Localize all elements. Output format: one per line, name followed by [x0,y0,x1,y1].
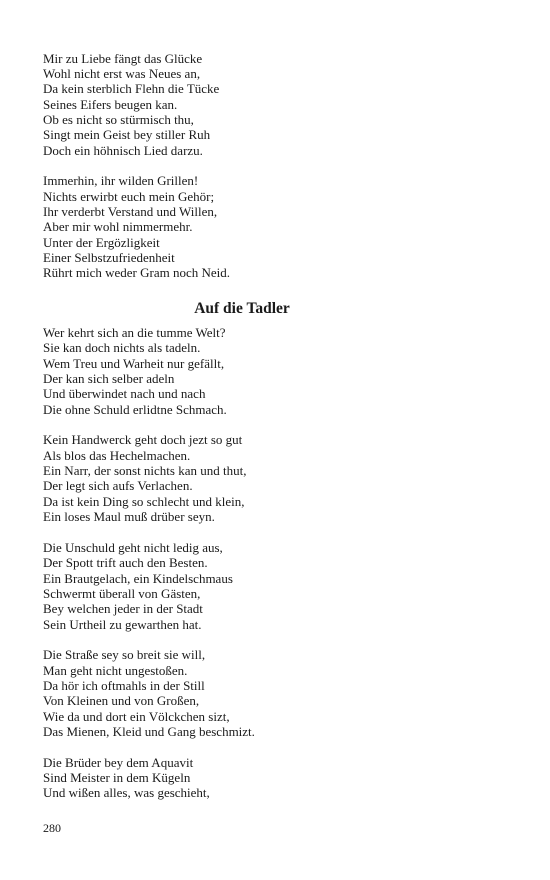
verse-line: Da hör ich oftmahls in der Still [43,677,205,693]
verse-line: Da ist kein Ding so schlecht und klein, [43,493,245,509]
verse-line: Wem Treu und Warheit nur gefällt, [43,355,225,371]
verse-line: Immerhin, ihr wilden Grillen! [43,173,199,189]
verse-line: Wie da und dort ein Völckchen sizt, [43,708,230,724]
verse-line: Als blos das Hechelmachen. [43,447,191,463]
verse-line: Schwermt überall von Gästen, [43,585,201,601]
verse-line: Ein Narr, der sonst nichts kan und thut, [43,463,247,479]
poem-body [43,325,513,801]
verse-line: Ihr verderbt Verstand und Willen, [43,203,218,219]
verse-line: Das Mienen, Kleid und Gang beschmizt. [43,723,255,739]
verse-line: Sind Meister in dem Kügeln [43,769,191,785]
verse-line: Unter der Ergözligkeit [43,234,160,250]
verse-line: Wohl nicht erst was Neues an, [43,65,201,81]
stanza-gap [43,524,513,539]
verse-line: Die Straße sey so breit sie will, [43,647,206,663]
verse-line: Der Spott trift auch den Besten. [43,555,208,571]
verse-line: Die Unschuld geht nicht ledig aus, [43,539,223,555]
verse-line: Mir zu Liebe fängt das Glücke [43,50,203,66]
verse-line: Sie kan doch nichts als tadeln. [43,340,201,356]
previous-poem-continuation [43,51,513,281]
verse-line: Die Brüder bey dem Aquavit [43,754,194,770]
stanza [43,432,513,524]
verse-line: Man geht nicht ungestoßen. [43,662,188,678]
verse-line: Nichts erwirbt euch mein Gehör; [43,188,215,204]
stanza [43,647,513,739]
verse-line: Ob es nicht so stürmisch thu, [43,111,194,127]
stanza [43,755,513,801]
verse-line: Und wißen alles, was geschieht, [43,785,210,801]
verse-line: Seines Eifers beugen kan. [43,96,178,112]
verse-line: Ein loses Maul muß drüber seyn. [43,509,215,525]
stanza-gap [43,158,513,173]
stanza [43,325,513,417]
verse-line: Sein Urtheil zu gewarthen hat. [43,616,202,632]
verse-line: Wer kehrt sich an die tumme Welt? [43,325,226,340]
verse-line: Von Kleinen und von Großen, [43,693,200,709]
stanza [43,51,513,158]
stanza [43,540,513,632]
verse-line: Einer Selbstzufriedenheit [43,249,175,265]
verse-line: Der legt sich aufs Verlachen. [43,478,193,494]
page-number: 280 [43,821,61,835]
stanza [43,173,513,280]
poem-title: Auf die Tadler [194,300,290,317]
verse-line: Da kein sterblich Flehn die Tücke [43,81,220,97]
verse-line: Der kan sich selber adeln [43,371,175,387]
verse-line: Bey welchen jeder in der Stadt [43,601,203,617]
verse-line: Und überwindet nach und nach [43,386,206,402]
verse-line: Aber mir wohl nimmermehr. [43,219,193,235]
verse-line: Die ohne Schuld erlidtne Schmach. [43,401,227,417]
stanza-gap [43,632,513,647]
verse-line: Kein Handwerck geht doch jezt so gut [43,432,243,448]
verse-line: Ein Brautgelach, ein Kindelschmaus [43,570,233,586]
verse-line: Singt mein Geist bey stiller Ruh [43,127,211,143]
stanza-gap [43,417,513,432]
verse-line: Rührt mich weder Gram noch Neid. [43,265,231,281]
verse-line: Doch ein höhnisch Lied darzu. [43,142,203,158]
stanza-gap [43,739,513,754]
